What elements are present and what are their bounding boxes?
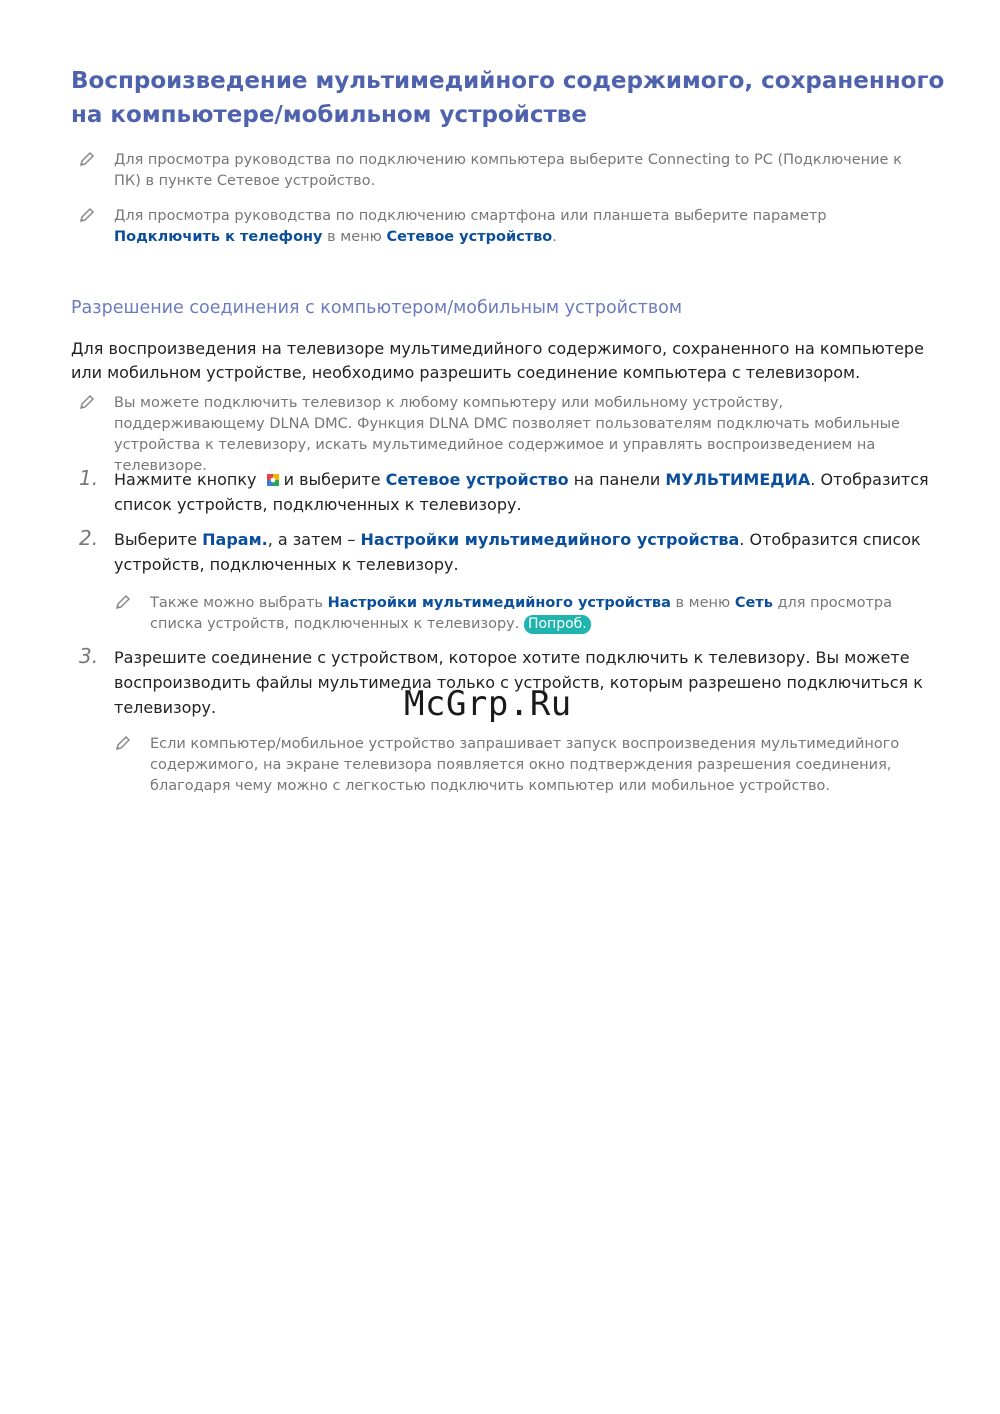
menu-link-connect-phone[interactable]: Подключить к телефону: [114, 229, 323, 245]
note-text: Для просмотра руководства по подключению смартфона или планшета выберите параметр: [114, 208, 827, 224]
note-text: Также можно выбрать: [150, 595, 328, 611]
step-text: , а затем –: [267, 530, 361, 549]
note-text: Для просмотра руководства по подключению компьютера выберите Connecting to PC (Подключение к ПК) в пункте Сетевое устройство.: [114, 152, 902, 189]
note-text: .: [552, 229, 557, 245]
section-intro: Для воспроизведения на телевизоре мультимедийного содержимого, сохраненного на компьютере или мобильном устройстве, необходимо разрешить соединение компьютера с телевизором.: [71, 339, 924, 382]
note-dlna: [114, 393, 924, 477]
step-text: на панели: [568, 470, 666, 489]
section-title: Разрешение соединения с компьютером/мобильным устройством: [71, 298, 683, 318]
step-number: 1.: [79, 466, 99, 490]
pencil-icon: [78, 393, 98, 413]
pencil-icon: [78, 150, 98, 170]
menu-link-media-device-settings[interactable]: Настройки мультимедийного устройства: [327, 595, 671, 611]
pencil-icon: [114, 734, 134, 754]
pencil-icon: [114, 593, 134, 613]
try-now-button[interactable]: Попроб.: [524, 615, 591, 634]
menu-link-options[interactable]: Парам.: [202, 530, 268, 549]
page-title: Воспроизведение мультимедийного содержимого, сохраненного на компьютере/мобильном устройстве: [71, 68, 945, 128]
note-text: в меню: [670, 595, 735, 611]
pencil-icon: [78, 206, 98, 226]
menu-link-multimedia[interactable]: МУЛЬТИМЕДИА: [665, 470, 811, 489]
step-1: [79, 466, 934, 517]
note-text: Если компьютер/мобильное устройство запрашивает запуск воспроизведения мультимедийного содержимого, на экране телевизора появляется окно подтверждения разрешения соединения, благодаря чему можно с легкостью подключить компьютер или мобильное устройство.: [150, 736, 900, 794]
menu-link-network-device[interactable]: Сетевое устройство: [386, 229, 553, 245]
step-text: Нажмите кнопку: [114, 470, 257, 489]
menu-link-network[interactable]: Сеть: [734, 595, 773, 611]
menu-link-network-device[interactable]: Сетевое устройство: [385, 470, 569, 489]
note-text: Вы можете подключить телевизор к любому компьютеру или мобильному устройству, поддерживающему DLNA DMC. Функция DLNA DMC позволяет пользователям подключать мобильные устройства к телевизору, искать мультимедийное содержимое и управлять воспроизведением на телевизоре.: [114, 395, 900, 474]
menu-link-media-device-settings[interactable]: Настройки мультимедийного устройства: [360, 530, 740, 549]
note-text: в меню: [322, 229, 387, 245]
step-text: . Отобразится список устройств, подключенных к телевизору.: [114, 470, 929, 514]
note-text: для просмотра списка устройств, подключенных к телевизору.: [150, 595, 892, 632]
note-connect-phone: [114, 206, 914, 248]
step-number: 2.: [79, 526, 99, 550]
watermark: McGrp.Ru: [404, 684, 572, 724]
step-number: 3.: [79, 644, 99, 668]
step-2: [79, 526, 934, 577]
step-text: Выберите: [114, 530, 203, 549]
note-step-2: [150, 593, 940, 635]
note-step-3: [150, 734, 930, 797]
step-text: . Отобразится список устройств, подключенных к телевизору.: [114, 530, 921, 574]
note-connect-pc: [114, 150, 914, 192]
step-text: Разрешите соединение с устройством, которое хотите подключить к телевизору. Вы можете воспроизводить файлы мультимедиа только с устройств, которым разрешено подключиться к телевизору.: [114, 648, 923, 717]
smart-hub-button-icon: [266, 469, 280, 483]
step-text: и выберите: [283, 470, 386, 489]
